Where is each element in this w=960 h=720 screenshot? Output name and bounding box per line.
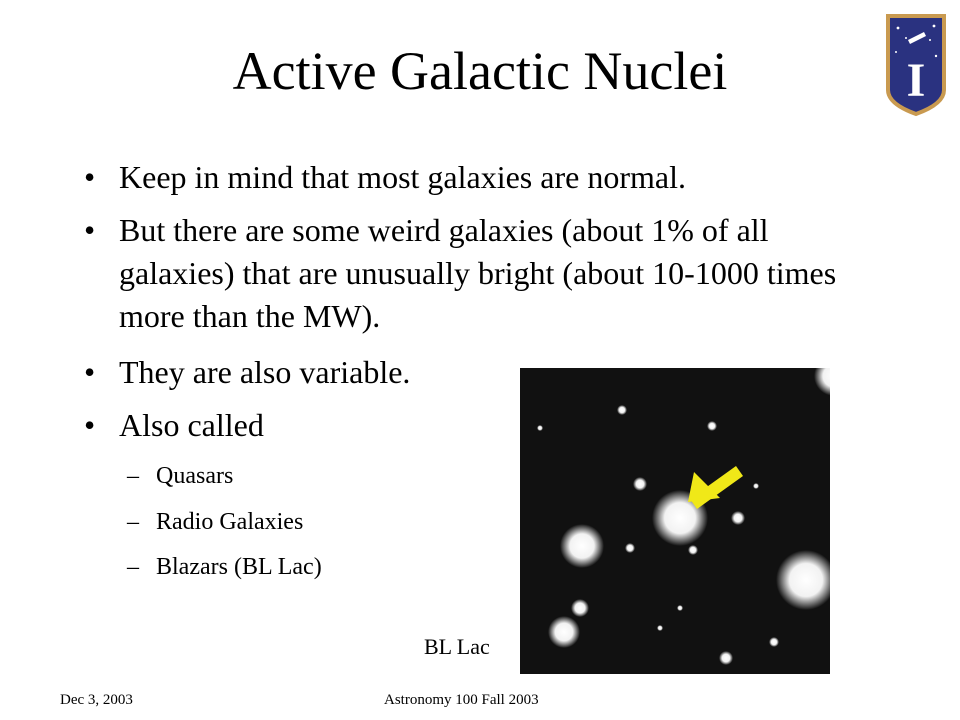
university-crest-icon — [884, 12, 948, 118]
bullet-text: But there are some weird galaxies (about 1% of all galaxies) that are unusually bright (about 10-1000 times more than the MW). — [119, 212, 837, 334]
sub-bullet-marker: – — [127, 554, 139, 580]
bullet-marker: • — [84, 212, 96, 248]
footer-date: Dec 3, 2003 — [60, 692, 133, 708]
sub-bullet-text: Radio Galaxies — [156, 509, 304, 535]
footer-course: Astronomy 100 Fall 2003 — [384, 692, 539, 708]
sub-bullet-item — [127, 552, 322, 582]
bullet-marker: • — [84, 407, 96, 443]
image-caption: BL Lac — [424, 634, 490, 659]
bl-lac-photo — [520, 368, 830, 674]
sub-bullet-item — [127, 461, 233, 491]
sub-bullet-marker: – — [127, 463, 139, 489]
slide-title: Active Galactic Nuclei — [232, 41, 728, 101]
bullet-marker: • — [84, 354, 96, 390]
sub-bullet-text: Blazars (BL Lac) — [156, 554, 322, 580]
sub-bullet-text: Quasars — [156, 463, 234, 489]
sub-bullet-marker: – — [127, 509, 139, 535]
bullet-item — [84, 156, 874, 199]
bullet-text: Also called — [119, 407, 264, 443]
sub-bullet-item — [127, 507, 303, 537]
bullet-text: Keep in mind that most galaxies are normal. — [119, 159, 686, 195]
bullet-text: They are also variable. — [119, 354, 411, 390]
crest-letter: I — [906, 54, 926, 107]
bullet-item — [84, 209, 874, 338]
bullet-marker: • — [84, 159, 96, 195]
